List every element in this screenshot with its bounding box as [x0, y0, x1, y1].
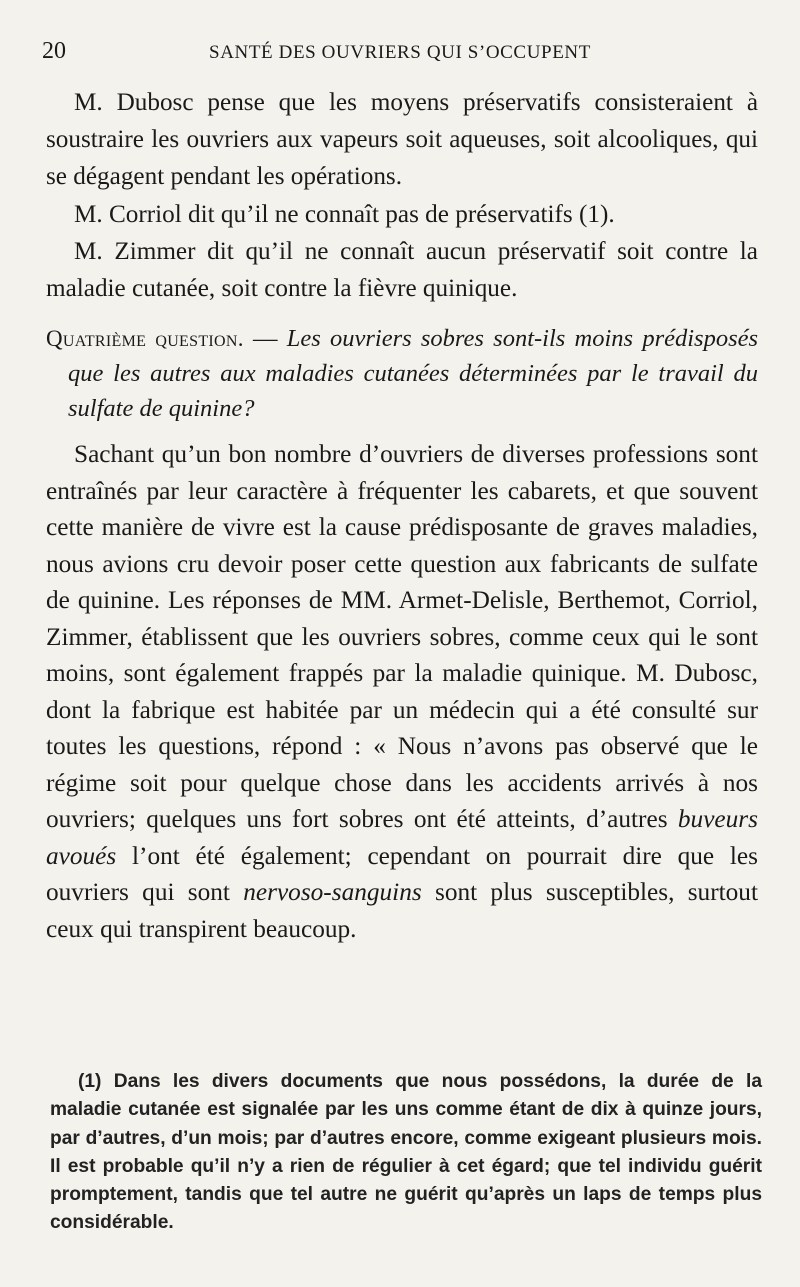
body-text [46, 84, 758, 947]
answer-text-c: sont plus susceptibles, surtout ceux qui transpirent beaucoup. [46, 878, 758, 943]
question-text: Les ouvriers sobres sont-ils moins prédisposés que les autres aux maladies cutanées déterminées par le travail du sulfate de quinine? [68, 325, 759, 423]
paragraph-answer [46, 436, 758, 947]
answer-emphasis-buveurs: buveurs avoués [46, 805, 758, 870]
paragraph-corriol: M. Corriol dit qu’il ne connaît pas de préservatifs (1). [74, 200, 615, 228]
question-heading [46, 321, 758, 426]
paragraph-dubosc: M. Dubosc pense que les moyens préservatifs consisteraient à soustraire les ouvriers aux vapeurs soit aqueuses, soit alcooliques, qui se dégagent pendant les opérations. [46, 89, 758, 191]
question-label: Quatrième question. [46, 326, 244, 352]
running-head: SANTÉ DES OUVRIERS QUI S’OCCUPENT [209, 42, 591, 63]
page-header [42, 38, 758, 68]
footnote-text: (1) Dans les divers documents que nous possédons, la durée de la maladie cutanée est signalée par les uns comme étant de dix à quinze jours, par d’autres, d’un mois; par d’autres encore, comme exigeant plusieurs mois. Il est probable qu’il n’y a rien de régulier à cet égard; que tel individu guérit promptement, tandis que tel autre ne guérit qu’après un laps de temps plus considérable. [50, 1071, 762, 1234]
answer-emphasis-nervoso: nervoso-sanguins [243, 878, 422, 907]
footnote [50, 1068, 762, 1238]
answer-text-b: l’ont été également; cependant on pourrait dire que les ouvriers qui sont [46, 841, 758, 907]
paragraph-zimmer: M. Zimmer dit qu’il ne connaît aucun préservatif soit contre la maladie cutanée, soit contre la fièvre quinique. [46, 237, 758, 303]
question-dash: — [243, 325, 287, 353]
page-number: 20 [42, 38, 66, 64]
answer-text-a: Sachant qu’un bon nombre d’ouvriers de diverses professions sont entraînés par leur caractère à fréquenter les cabarets, et que souvent cette manière de vivre est la cause prédisposante de graves maladies, nous avions cru devoir poser cette question aux fabricants de sulfate de quinine. Les réponses de MM. Armet-Delisle, Berthemot, Corriol, Zimmer, établissent que les ouvriers sobres, comme ceux qui le sont moins, sont également frappés par la maladie quinique. M. Dubosc, dont la fabrique est habitée par un médecin qui a été consulté sur toutes les questions, répond : « Nous n’avons pas observé que le régime soit pour quelque chose dans les accidents arrivés à nos ouvriers; quelques uns fort sobres ont été atteints, d’autres [46, 440, 758, 834]
